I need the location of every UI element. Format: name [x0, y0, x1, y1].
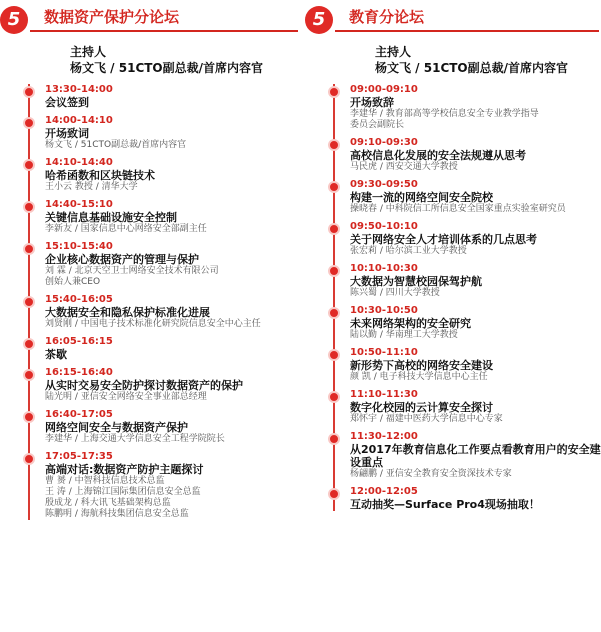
- session-title: 开场致词: [45, 127, 89, 140]
- session-time: 10:50-11:10: [350, 347, 418, 358]
- session-time: 10:30-10:50: [350, 305, 418, 316]
- session-speaker: 陈兴蜀 / 四川大学教授: [350, 288, 440, 298]
- timeline-dot-icon: [328, 307, 340, 319]
- host-block: [375, 44, 601, 76]
- session-title: 从2017年教育信息化工作要点看教育用户的安全建设重点: [350, 443, 601, 469]
- agenda-item: [305, 486, 601, 511]
- timeline-dot-icon: [328, 391, 340, 403]
- right-forum-column: [305, 0, 601, 517]
- timeline-dot-icon: [328, 181, 340, 193]
- host-name: 杨文飞 / 51CTO副总裁/首席内容官: [70, 61, 264, 75]
- forum-title: 教育分论坛: [349, 8, 425, 26]
- session-time: 10:10-10:30: [350, 263, 418, 274]
- agenda-item: [305, 84, 601, 131]
- timeline-dot-icon: [23, 338, 35, 350]
- agenda-item: [0, 157, 300, 193]
- session-title: 关键信息基础设施安全控制: [45, 211, 177, 224]
- session-title: 构建一流的网络空间安全院校: [350, 191, 493, 204]
- forum-header: [305, 0, 601, 40]
- session-time: 09:50-10:10: [350, 221, 418, 232]
- timeline-dot-icon: [23, 201, 35, 213]
- timeline-dot-icon: [328, 433, 340, 445]
- session-title: 会议签到: [45, 96, 89, 109]
- timeline-dot-icon: [23, 159, 35, 171]
- session-time: 14:40-15:10: [45, 199, 113, 210]
- session-speaker: 杨翩鹏 / 亚信安全教育安全资深技术专家: [350, 469, 512, 479]
- session-time: 15:40-16:05: [45, 294, 113, 305]
- session-speaker: 颜 凯 / 电子科技大学信息中心主任: [350, 372, 488, 382]
- session-title: 哈希函数和区块链技术: [45, 169, 155, 182]
- session-speaker: 王 涛 / 上海锦江国际集团信息安全总监: [45, 487, 201, 497]
- agenda-item: [305, 431, 601, 480]
- session-speaker: 操晓春 / 中科院信工所信息安全国家重点实验室研究员: [350, 204, 566, 214]
- session-speaker: 杨文飞 / 51CTO副总裁/首席内容官: [45, 140, 187, 150]
- agenda-item: [305, 389, 601, 425]
- session-title: 未来网络架构的安全研究: [350, 317, 471, 330]
- forum-number-badge: 5: [0, 6, 28, 34]
- host-name: 杨文飞 / 51CTO副总裁/首席内容官: [375, 61, 569, 75]
- session-time: 09:30-09:50: [350, 179, 418, 190]
- timeline-dot-icon: [328, 223, 340, 235]
- session-time: 09:00-09:10: [350, 84, 418, 95]
- timeline-dot-icon: [328, 349, 340, 361]
- session-speaker: 曹 赟 / 中智科技信息技术总监: [45, 476, 165, 486]
- session-speaker: 王小云 教授 / 清华大学: [45, 182, 138, 192]
- forum-title: 数据资产保护分论坛: [44, 8, 180, 26]
- agenda-timeline: [305, 84, 601, 511]
- agenda-item: [305, 263, 601, 299]
- timeline-dot-icon: [23, 296, 35, 308]
- session-time: 14:10-14:40: [45, 157, 113, 168]
- session-speaker: 郑怀宇 / 福建中医药大学信息中心专家: [350, 414, 503, 424]
- forum-number-badge: 5: [305, 6, 333, 34]
- timeline-dot-icon: [328, 265, 340, 277]
- session-title: 开场致辞: [350, 96, 394, 109]
- agenda-item: [0, 241, 300, 288]
- agenda-item: [305, 137, 601, 173]
- agenda-item: [0, 294, 300, 330]
- agenda-item: [305, 221, 601, 257]
- session-speaker: 创始人兼CEO: [45, 277, 101, 287]
- agenda-item: [305, 305, 601, 341]
- timeline-dot-icon: [23, 369, 35, 381]
- session-speaker: 马民虎 / 西安交通大学教授: [350, 162, 458, 172]
- session-speaker: 李新友 / 国家信息中心网络安全部副主任: [45, 224, 207, 234]
- agenda-item: [305, 179, 601, 215]
- session-speaker: 李建华 / 上海交通大学信息安全工程学院院长: [45, 434, 225, 444]
- agenda-item: [305, 347, 601, 383]
- session-time: 16:15-16:40: [45, 367, 113, 378]
- session-speaker: 张宏莉 / 哈尔滨工业大学教授: [350, 246, 467, 256]
- session-time: 17:05-17:35: [45, 451, 113, 462]
- header-divider: [30, 30, 298, 32]
- session-title: 茶歇: [45, 348, 67, 361]
- session-title: 高端对话:数据资产防护主题探讨: [45, 463, 204, 476]
- session-speaker: 李建华 / 教育部高等学校信息安全专业教学指导: [350, 109, 539, 119]
- agenda-item: [0, 199, 300, 235]
- timeline-dot-icon: [328, 86, 340, 98]
- session-title: 高校信息化发展的安全法规遵从思考: [350, 149, 526, 162]
- session-speaker: 刘贤刚 / 中国电子技术标准化研究院信息安全中心主任: [45, 319, 261, 329]
- session-title: 企业核心数据资产的管理与保护: [45, 253, 199, 266]
- timeline-dot-icon: [328, 139, 340, 151]
- agenda-item: [0, 367, 300, 403]
- timeline-dot-icon: [23, 243, 35, 255]
- session-speaker: 陆以勤 / 华南理工大学教授: [350, 330, 458, 340]
- timeline-dot-icon: [23, 411, 35, 423]
- timeline-dot-icon: [23, 117, 35, 129]
- session-title: 新形势下高校的网络安全建设: [350, 359, 493, 372]
- agenda-item: [0, 336, 300, 361]
- host-label: 主持人: [70, 45, 107, 59]
- session-time: 16:05-16:15: [45, 336, 113, 347]
- session-title: 互动抽奖—Surface Pro4现场抽取！: [350, 498, 540, 511]
- timeline-dot-icon: [23, 86, 35, 98]
- agenda-item: [0, 115, 300, 151]
- session-time: 11:30-12:00: [350, 431, 418, 442]
- session-speaker: 委员会副院长: [350, 120, 405, 130]
- session-time: 12:00-12:05: [350, 486, 418, 497]
- host-block: [70, 44, 300, 76]
- agenda-item: [0, 451, 300, 520]
- session-speaker: 陆光明 / 亚信安全网络安全事业部总经理: [45, 392, 207, 402]
- session-title: 大数据安全和隐私保护标准化进展: [45, 306, 210, 319]
- agenda-item: [0, 409, 300, 445]
- session-speaker: 陈鹏明 / 海航科技集团信息安全总监: [45, 509, 189, 519]
- session-title: 大数据为智慧校园保驾护航: [350, 275, 482, 288]
- agenda-timeline: [0, 84, 300, 520]
- session-time: 13:30-14:00: [45, 84, 113, 95]
- session-time: 16:40-17:05: [45, 409, 113, 420]
- timeline-dot-icon: [328, 488, 340, 500]
- session-title: 关于网络安全人才培训体系的几点思考: [350, 233, 537, 246]
- session-time: 09:10-09:30: [350, 137, 418, 148]
- agenda-item: [0, 84, 300, 109]
- timeline-dot-icon: [23, 453, 35, 465]
- left-forum-column: [0, 0, 300, 526]
- host-label: 主持人: [375, 45, 412, 59]
- session-time: 11:10-11:30: [350, 389, 418, 400]
- session-speaker: 刘 霖 / 北京天空卫士网络安全技术有限公司: [45, 266, 219, 276]
- session-title: 数字化校园的云计算安全探讨: [350, 401, 493, 414]
- session-time: 15:10-15:40: [45, 241, 113, 252]
- header-divider: [335, 30, 599, 32]
- session-time: 14:00-14:10: [45, 115, 113, 126]
- session-title: 从实时交易安全防护探讨数据资产的保护: [45, 379, 243, 392]
- session-title: 网络空间安全与数据资产保护: [45, 421, 188, 434]
- forum-header: [0, 0, 300, 40]
- session-speaker: 殷成龙 / 科大讯飞基础架构总监: [45, 498, 171, 508]
